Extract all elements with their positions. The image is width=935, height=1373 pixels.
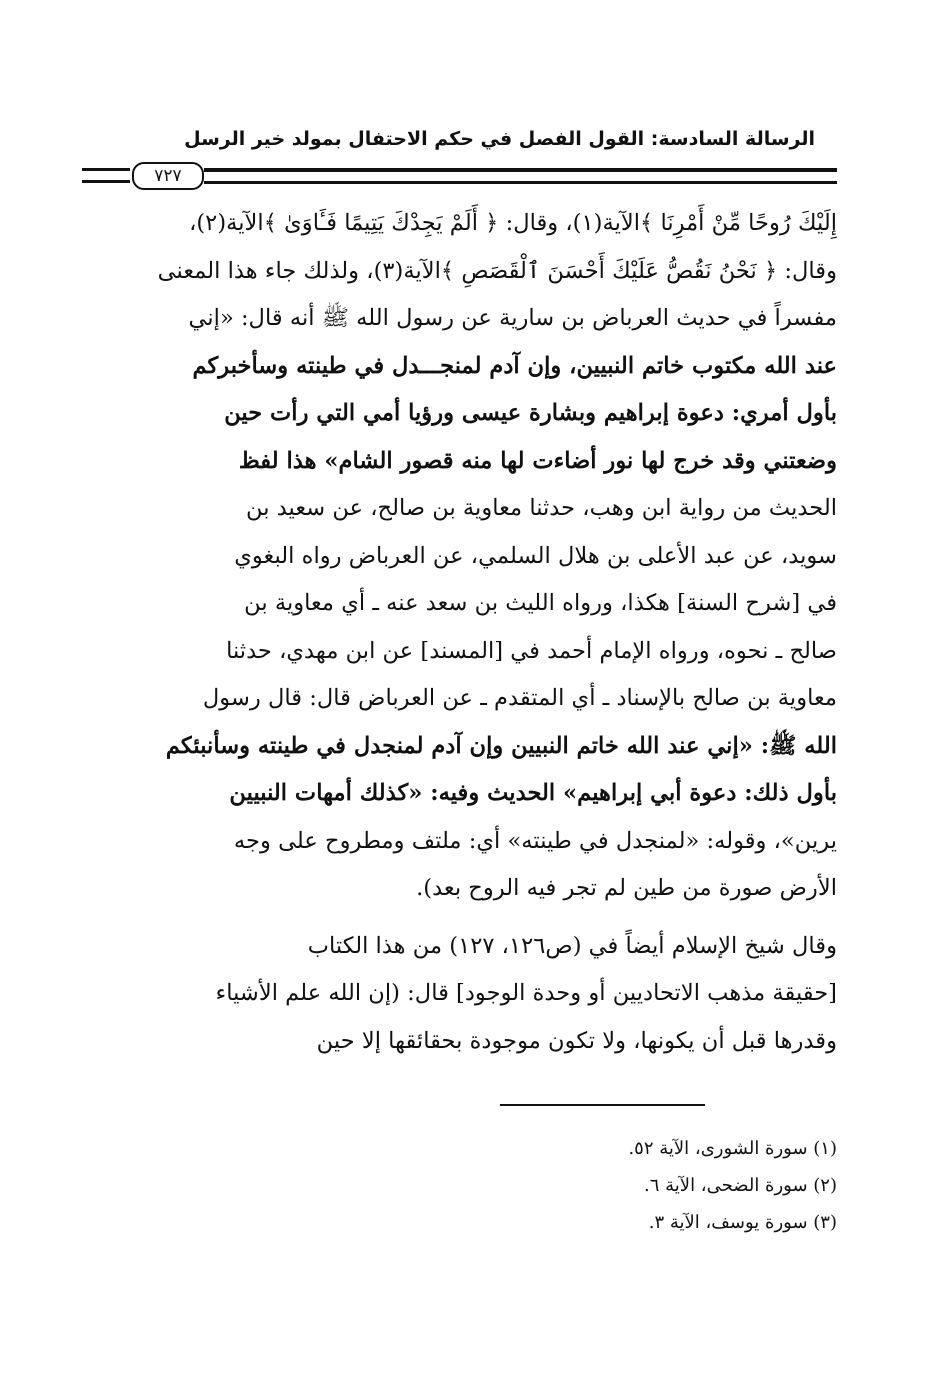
footnote-separator <box>500 1104 705 1106</box>
text-line: صالح ـ نحوه، ورواه الإمام أحمد في [المسند] عن ابن مهدي، حدثنا <box>226 637 837 664</box>
text-line: الأرض صورة من طين لم تجر فيه الروح بعد). <box>416 875 837 901</box>
text-line: [حقيقة مذهب الاتحاديين أو وحدة الوجود] قال: (إن الله علم الأشياء <box>215 980 837 1006</box>
header-rule <box>82 162 837 186</box>
footnote-item: (٢) سورة الضحى، الآية ٦. <box>644 1175 837 1196</box>
text-line: معاوية بن صالح بالإسناد ـ أي المتقدم ـ عن العرباض قال: قال رسول <box>202 685 837 711</box>
text-line: في [شرح السنة] هكذا، ورواه الليث بن سعد عنه ـ أي معاوية بن <box>244 590 837 616</box>
text-line: وضعتني وقد خرج لها نور أضاءت لها منه قصور الشام» هذا لفظ <box>238 447 837 474</box>
text-line: الله ﷺ: «إني عند الله خاتم النبيين وإن آدم لمنجدل في طينته وسأنبئكم <box>165 732 837 759</box>
page-number: ٧٢٧ <box>132 162 204 190</box>
paragraph-gap <box>80 913 837 923</box>
footnote-item: (٣) سورة يوسف، الآية ٣. <box>648 1212 837 1233</box>
text-line: بأول أمري: دعوة إبراهيم وبشارة عيسى ورؤيا أمي التي رأت حين <box>224 400 837 426</box>
text-line: سويد، عن عبد الأعلى بن هلال السلمي، عن العرباض رواه البغوي <box>234 542 837 569</box>
text-line: وقدرها قبل أن يكونها، ولا تكون موجودة بحقائقها إلا حين <box>316 1027 837 1054</box>
text-line: وقال: ﴿ نَحْنُ نَقُصُّ عَلَيْكَ أَحْسَنَ ٱلْقَصَصِ ﴾الآية(٣)، ولذلك جاء هذا المعنى <box>157 257 837 284</box>
header-rule-right <box>204 168 837 184</box>
text-line: الحديث من رواية ابن وهب، حدثنا معاوية بن صالح، عن سعيد بن <box>246 495 837 521</box>
header-rule-left <box>82 168 130 183</box>
footnotes <box>437 1130 837 1241</box>
text-line: بأول ذلك: دعوة أبي إبراهيم» الحديث وفيه: «كذلك أمهات النبيين <box>229 780 837 806</box>
main-text <box>80 200 837 1065</box>
text-line: وقال شيخ الإسلام أيضاً في (ص١٢٦، ١٢٧) من هذا الكتاب <box>307 932 837 959</box>
text-line: إِلَيْكَ رُوحًا مِّنْ أَمْرِنَا ﴾الآية(١)، وقال: ﴿ أَلَمْ يَجِدْكَ يَتِيمًا فَـَٔاوَىٰ ﴾الآية(٢)، <box>189 210 837 236</box>
text-line: عند الله مكتوب خاتم النبيين، وإن آدم لمنجـــدل في طينته وسأخبركم <box>192 352 837 379</box>
footnote-item: (١) سورة الشورى، الآية ٥٢. <box>628 1138 837 1159</box>
text-line: يرين»، وقوله: «لمنجدل في طينته» أي: ملتف ومطروح على وجه <box>233 827 837 854</box>
running-header: الرسالة السادسة: القول الفصل في حكم الاحتفال بمولد خير الرسل <box>184 128 815 150</box>
text-line: مفسراً في حديث العرباض بن سارية عن رسول الله ﷺ أنه قال: «إني <box>188 305 837 331</box>
